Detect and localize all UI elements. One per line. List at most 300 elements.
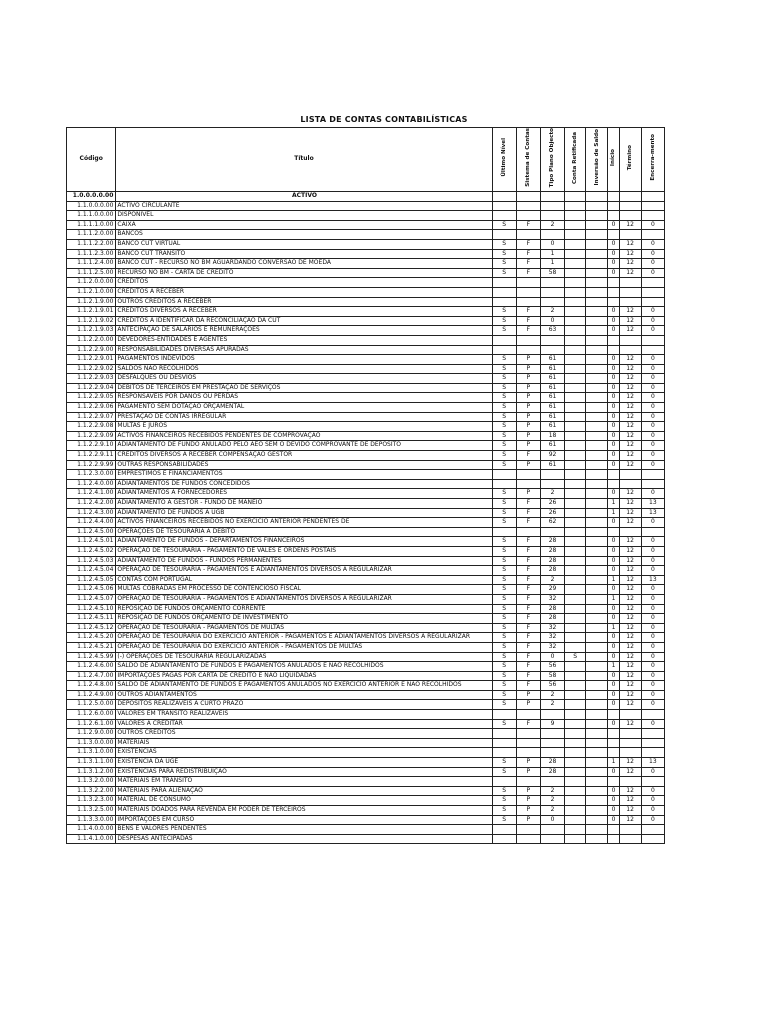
- row-tipo-plano: 28: [540, 767, 564, 777]
- row-inversao: [586, 278, 608, 288]
- row-code: 1.1.2.6.0.00: [67, 710, 116, 720]
- row-termino: 12: [619, 566, 641, 576]
- row-tipo-plano: 28: [540, 546, 564, 556]
- row-termino: [619, 297, 641, 307]
- row-inicio: 0: [608, 604, 619, 614]
- row-tipo-plano: [540, 729, 564, 739]
- row-inicio: [608, 230, 619, 240]
- row-tipo-plano: [540, 345, 564, 355]
- row-inversao: [586, 537, 608, 547]
- row-inicio: [608, 777, 619, 787]
- row-rectificada: [565, 671, 586, 681]
- row-sistema: [516, 230, 540, 240]
- row-termino: 12: [619, 422, 641, 432]
- row-code: 1.1.2.1.9.03: [67, 326, 116, 336]
- row-rectificada: [565, 719, 586, 729]
- table-row: [67, 201, 665, 211]
- header-inicio: Início: [608, 128, 619, 192]
- row-inicio: [608, 748, 619, 758]
- row-ultimo-nivel: S: [492, 259, 516, 269]
- row-inversao: [586, 383, 608, 393]
- row-title: MULTAS E JUROS: [116, 422, 492, 432]
- row-inversao: [586, 393, 608, 403]
- row-code: 1.1.2.1.9.00: [67, 297, 116, 307]
- table-row: [67, 451, 665, 461]
- row-termino: 12: [619, 249, 641, 259]
- row-tipo-plano: [540, 230, 564, 240]
- row-title: REPOSIÇÃO DE FUNDOS ORÇAMENTO CORRENTE: [116, 604, 492, 614]
- table-row: [67, 345, 665, 355]
- row-rectificada: [565, 259, 586, 269]
- row-encerramento: 0: [641, 518, 664, 528]
- row-ultimo-nivel: [492, 201, 516, 211]
- table-row: [67, 623, 665, 633]
- row-termino: 12: [619, 451, 641, 461]
- row-title: MULTAS COBRADAS EM PROCESSO DE CONTENCIOSO FISCAL: [116, 585, 492, 595]
- table-row: [67, 777, 665, 787]
- row-sistema: F: [516, 614, 540, 624]
- table-row: [67, 230, 665, 240]
- row-termino: 12: [619, 403, 641, 413]
- row-inicio: [608, 335, 619, 345]
- row-encerramento: 0: [641, 566, 664, 576]
- row-inicio: 0: [608, 489, 619, 499]
- row-tipo-plano: 28: [540, 566, 564, 576]
- table-row: [67, 316, 665, 326]
- row-inversao: [586, 518, 608, 528]
- row-tipo-plano: [540, 834, 564, 844]
- row-inicio: 1: [608, 662, 619, 672]
- row-termino: [619, 527, 641, 537]
- row-termino: [619, 345, 641, 355]
- row-tipo-plano: 61: [540, 403, 564, 413]
- row-ultimo-nivel: S: [492, 575, 516, 585]
- row-rectificada: [565, 758, 586, 768]
- row-tipo-plano: [540, 297, 564, 307]
- row-sistema: F: [516, 268, 540, 278]
- row-tipo-plano: 2: [540, 806, 564, 816]
- row-title: ADIANTAMENTO DE FUNDOS A UGB: [116, 508, 492, 518]
- row-title: ADIANTAMENTOS A FORNECEDORES: [116, 489, 492, 499]
- row-encerramento: 0: [641, 594, 664, 604]
- table-row: [67, 508, 665, 518]
- row-inversao: [586, 777, 608, 787]
- row-sistema: F: [516, 633, 540, 643]
- row-tipo-plano: 32: [540, 623, 564, 633]
- row-sistema: P: [516, 767, 540, 777]
- row-ultimo-nivel: S: [492, 499, 516, 509]
- row-code: 1.1.2.4.5.21: [67, 642, 116, 652]
- row-termino: 12: [619, 431, 641, 441]
- row-termino: 12: [619, 556, 641, 566]
- row-encerramento: 13: [641, 575, 664, 585]
- row-rectificada: [565, 585, 586, 595]
- header-sistema-contas: Sistema de Contas: [516, 128, 540, 192]
- row-inicio: 0: [608, 671, 619, 681]
- row-encerramento: 0: [641, 556, 664, 566]
- row-title: VALORES A CREDITAR: [116, 719, 492, 729]
- row-rectificada: [565, 268, 586, 278]
- row-inicio: 0: [608, 441, 619, 451]
- row-code: 1.1.1.2.3.00: [67, 249, 116, 259]
- row-rectificada: [565, 566, 586, 576]
- row-inicio: 1: [608, 499, 619, 509]
- row-inicio: 0: [608, 690, 619, 700]
- row-code: 1.1.1.2.4.00: [67, 259, 116, 269]
- row-inversao: [586, 806, 608, 816]
- row-sistema: F: [516, 259, 540, 269]
- row-tipo-plano: 61: [540, 355, 564, 365]
- header-conta-rectificada: Conta Retificada: [565, 128, 586, 192]
- row-encerramento: 0: [641, 662, 664, 672]
- row-rectificada: [565, 355, 586, 365]
- row-inicio: 0: [608, 633, 619, 643]
- row-rectificada: [565, 710, 586, 720]
- table-row: [67, 652, 665, 662]
- row-code: 1.1.2.4.7.00: [67, 671, 116, 681]
- row-rectificada: [565, 412, 586, 422]
- row-code: 1.1.2.4.3.00: [67, 508, 116, 518]
- row-code: 1.1.2.9.0.00: [67, 729, 116, 739]
- row-tipo-plano: 18: [540, 431, 564, 441]
- row-termino: 12: [619, 796, 641, 806]
- row-code: 1.1.2.1.0.00: [67, 287, 116, 297]
- row-code: 1.1.0.0.0.00: [67, 201, 116, 211]
- row-termino: 12: [619, 671, 641, 681]
- row-rectificada: [565, 422, 586, 432]
- row-title: CRÉDITOS DIVERSOS A RECEBER COMPENSAÇÃO GESTOR: [116, 451, 492, 461]
- row-inversao: [586, 326, 608, 336]
- row-inversao: [586, 719, 608, 729]
- row-title: CONTAS COM PORTUGAL: [116, 575, 492, 585]
- table-row: [67, 259, 665, 269]
- row-sistema: [516, 738, 540, 748]
- row-inversao: [586, 220, 608, 230]
- row-ultimo-nivel: [492, 470, 516, 480]
- row-termino: 12: [619, 604, 641, 614]
- row-inversao: [586, 690, 608, 700]
- table-row: [67, 825, 665, 835]
- row-ultimo-nivel: [492, 748, 516, 758]
- row-termino: 12: [619, 614, 641, 624]
- row-code: 1.1.2.4.5.20: [67, 633, 116, 643]
- row-rectificada: [565, 393, 586, 403]
- row-inicio: [608, 192, 619, 202]
- row-inversao: [586, 335, 608, 345]
- row-sistema: [516, 470, 540, 480]
- row-tipo-plano: 28: [540, 604, 564, 614]
- row-inversao: [586, 287, 608, 297]
- row-tipo-plano: 26: [540, 508, 564, 518]
- row-sistema: P: [516, 364, 540, 374]
- row-ultimo-nivel: S: [492, 220, 516, 230]
- row-encerramento: 0: [641, 604, 664, 614]
- row-title: ADIANTAMENTOS DE FUNDOS CONCEDIDOS: [116, 479, 492, 489]
- row-sistema: F: [516, 585, 540, 595]
- row-title: RESPONSÁVEIS POR DANOS OU PERDAS: [116, 393, 492, 403]
- table-row: [67, 422, 665, 432]
- table-row: [67, 729, 665, 739]
- row-inversao: [586, 192, 608, 202]
- row-encerramento: 0: [641, 403, 664, 413]
- row-inicio: [608, 287, 619, 297]
- row-ultimo-nivel: S: [492, 451, 516, 461]
- row-ultimo-nivel: S: [492, 796, 516, 806]
- row-termino: 12: [619, 383, 641, 393]
- table-row: [67, 211, 665, 221]
- table-row: [67, 239, 665, 249]
- table-row: [67, 719, 665, 729]
- row-rectificada: S: [565, 652, 586, 662]
- row-code: 1.1.1.1.0.00: [67, 220, 116, 230]
- table-row: [67, 786, 665, 796]
- row-title: DEPÓSITOS REALIZÁVEIS A CURTO PRAZO: [116, 700, 492, 710]
- row-sistema: P: [516, 758, 540, 768]
- row-encerramento: 0: [641, 681, 664, 691]
- row-sistema: [516, 729, 540, 739]
- row-sistema: P: [516, 374, 540, 384]
- row-ultimo-nivel: S: [492, 566, 516, 576]
- row-encerramento: [641, 278, 664, 288]
- row-inversao: [586, 546, 608, 556]
- row-code: 1.1.2.2.9.06: [67, 403, 116, 413]
- table-row: [67, 268, 665, 278]
- row-tipo-plano: 61: [540, 374, 564, 384]
- row-rectificada: [565, 383, 586, 393]
- table-row: [67, 403, 665, 413]
- row-code: 1.1.2.4.0.00: [67, 479, 116, 489]
- row-encerramento: [641, 211, 664, 221]
- row-tipo-plano: 2: [540, 575, 564, 585]
- row-encerramento: 0: [641, 412, 664, 422]
- row-termino: [619, 230, 641, 240]
- row-encerramento: 0: [641, 422, 664, 432]
- row-encerramento: 13: [641, 499, 664, 509]
- row-encerramento: 0: [641, 585, 664, 595]
- row-encerramento: [641, 777, 664, 787]
- row-sistema: [516, 201, 540, 211]
- row-rectificada: [565, 460, 586, 470]
- row-code: 1.1.2.4.5.02: [67, 546, 116, 556]
- row-termino: 12: [619, 681, 641, 691]
- table-row: [67, 393, 665, 403]
- row-inicio: 0: [608, 815, 619, 825]
- row-tipo-plano: [540, 211, 564, 221]
- row-sistema: F: [516, 518, 540, 528]
- row-tipo-plano: [540, 479, 564, 489]
- row-rectificada: [565, 738, 586, 748]
- row-code: 1.1.2.4.1.00: [67, 489, 116, 499]
- row-termino: [619, 738, 641, 748]
- table-row: [67, 326, 665, 336]
- row-inversao: [586, 604, 608, 614]
- header-encerramento: Encerra-mento: [641, 128, 664, 192]
- table-row: [67, 738, 665, 748]
- table-row: [67, 566, 665, 576]
- row-termino: 12: [619, 268, 641, 278]
- row-ultimo-nivel: S: [492, 316, 516, 326]
- row-sistema: P: [516, 489, 540, 499]
- row-inversao: [586, 499, 608, 509]
- row-code: 1.1.2.2.9.00: [67, 345, 116, 355]
- row-termino: [619, 834, 641, 844]
- row-inicio: 1: [608, 508, 619, 518]
- row-sistema: F: [516, 575, 540, 585]
- document-title: LISTA DE CONTAS CONTABILÍSTICAS: [300, 115, 468, 124]
- row-encerramento: 0: [641, 259, 664, 269]
- row-ultimo-nivel: S: [492, 249, 516, 259]
- row-title: CRÉDITOS A RECEBER: [116, 287, 492, 297]
- table-row: [67, 374, 665, 384]
- row-tipo-plano: [540, 527, 564, 537]
- row-code: 1.1.2.4.5.05: [67, 575, 116, 585]
- table-row: [67, 575, 665, 585]
- row-code: 1.0.0.0.0.00: [67, 192, 116, 202]
- row-inversao: [586, 623, 608, 633]
- row-inversao: [586, 652, 608, 662]
- row-sistema: [516, 710, 540, 720]
- row-inicio: [608, 211, 619, 221]
- row-inicio: 0: [608, 451, 619, 461]
- row-termino: 12: [619, 767, 641, 777]
- row-ultimo-nivel: S: [492, 758, 516, 768]
- row-rectificada: [565, 777, 586, 787]
- row-ultimo-nivel: S: [492, 268, 516, 278]
- row-rectificada: [565, 441, 586, 451]
- row-sistema: [516, 748, 540, 758]
- row-tipo-plano: 9: [540, 719, 564, 729]
- row-sistema: F: [516, 249, 540, 259]
- row-ultimo-nivel: S: [492, 383, 516, 393]
- row-inicio: 0: [608, 786, 619, 796]
- row-rectificada: [565, 220, 586, 230]
- row-ultimo-nivel: S: [492, 412, 516, 422]
- row-encerramento: 0: [641, 652, 664, 662]
- row-ultimo-nivel: [492, 345, 516, 355]
- row-inversao: [586, 786, 608, 796]
- row-rectificada: [565, 796, 586, 806]
- row-ultimo-nivel: S: [492, 460, 516, 470]
- row-termino: 12: [619, 585, 641, 595]
- row-ultimo-nivel: S: [492, 489, 516, 499]
- table-row: [67, 192, 665, 202]
- row-sistema: [516, 335, 540, 345]
- row-title: PRESTAÇÃO DE CONTAS IRREGULAR: [116, 412, 492, 422]
- row-inversao: [586, 479, 608, 489]
- row-inicio: [608, 201, 619, 211]
- table-row: [67, 748, 665, 758]
- row-sistema: F: [516, 623, 540, 633]
- table-row: [67, 355, 665, 365]
- row-rectificada: [565, 192, 586, 202]
- row-code: 1.1.2.0.0.00: [67, 278, 116, 288]
- row-inicio: 0: [608, 719, 619, 729]
- row-inversao: [586, 431, 608, 441]
- row-code: 1.1.4.0.0.00: [67, 825, 116, 835]
- row-code: 1.1.3.3.0.00: [67, 815, 116, 825]
- row-inversao: [586, 825, 608, 835]
- row-code: 1.1.2.2.9.09: [67, 431, 116, 441]
- row-sistema: P: [516, 806, 540, 816]
- row-inversao: [586, 508, 608, 518]
- row-rectificada: [565, 335, 586, 345]
- table-row: [67, 700, 665, 710]
- row-sistema: F: [516, 681, 540, 691]
- row-tipo-plano: 2: [540, 700, 564, 710]
- row-inicio: 0: [608, 422, 619, 432]
- row-encerramento: [641, 287, 664, 297]
- row-title: ADIANTAMENTO DE FUNDOS - DEPARTAMENTOS FINANCEIROS: [116, 537, 492, 547]
- row-title: (-) OPERAÇÕES DE TESOURARIA REGULARIZADAS: [116, 652, 492, 662]
- row-rectificada: [565, 287, 586, 297]
- row-termino: 12: [619, 690, 641, 700]
- row-title: CRÉDITOS: [116, 278, 492, 288]
- row-sistema: P: [516, 690, 540, 700]
- row-inversao: [586, 681, 608, 691]
- row-title: OPERAÇÃO DE TESOURARIA DO EXERCÍCIO ANTERIOR - PAGAMENTOS DE MULTAS: [116, 642, 492, 652]
- row-inversao: [586, 671, 608, 681]
- row-title: ADIANTAMENTO DE FUNDO ANULADO PELO AEO SEM O DEVIDO COMPROVANTE DE DEPÓSITO: [116, 441, 492, 451]
- row-ultimo-nivel: S: [492, 662, 516, 672]
- row-inicio: 0: [608, 431, 619, 441]
- row-rectificada: [565, 307, 586, 317]
- row-title: CAIXA: [116, 220, 492, 230]
- row-rectificada: [565, 211, 586, 221]
- row-code: 1.1.1.2.0.00: [67, 230, 116, 240]
- row-ultimo-nivel: S: [492, 326, 516, 336]
- row-inicio: 0: [608, 316, 619, 326]
- row-sistema: P: [516, 700, 540, 710]
- row-sistema: F: [516, 719, 540, 729]
- row-title: OPERAÇÃO DE TESOURARIA - PAGAMENTOS E ADIANTAMENTOS DIVERSOS A REGULARIZAR: [116, 566, 492, 576]
- row-inicio: 1: [608, 575, 619, 585]
- table-row: [67, 796, 665, 806]
- row-tipo-plano: 62: [540, 518, 564, 528]
- row-rectificada: [565, 489, 586, 499]
- row-ultimo-nivel: S: [492, 585, 516, 595]
- row-sistema: [516, 825, 540, 835]
- row-inversao: [586, 489, 608, 499]
- row-title: RESPONSABILIDADES DIVERSAS APURADAS: [116, 345, 492, 355]
- row-inversao: [586, 594, 608, 604]
- row-ultimo-nivel: S: [492, 623, 516, 633]
- row-inicio: 0: [608, 614, 619, 624]
- row-rectificada: [565, 623, 586, 633]
- row-code: 1.1.2.4.2.00: [67, 499, 116, 509]
- row-tipo-plano: 61: [540, 412, 564, 422]
- row-termino: 12: [619, 719, 641, 729]
- row-sistema: P: [516, 403, 540, 413]
- row-ultimo-nivel: S: [492, 652, 516, 662]
- row-inicio: 1: [608, 594, 619, 604]
- row-ultimo-nivel: [492, 211, 516, 221]
- row-rectificada: [565, 230, 586, 240]
- row-code: 1.1.2.4.5.00: [67, 527, 116, 537]
- row-code: 1.1.3.0.0.00: [67, 738, 116, 748]
- row-encerramento: [641, 230, 664, 240]
- row-inicio: [608, 729, 619, 739]
- row-termino: 12: [619, 623, 641, 633]
- row-encerramento: 0: [641, 546, 664, 556]
- row-title: PAGAMENTO SEM DOTAÇÃO ORÇAMENTAL: [116, 403, 492, 413]
- table-row: [67, 297, 665, 307]
- row-sistema: [516, 345, 540, 355]
- row-inicio: 0: [608, 412, 619, 422]
- row-termino: 12: [619, 412, 641, 422]
- row-code: 1.1.2.1.9.01: [67, 307, 116, 317]
- row-encerramento: 0: [641, 806, 664, 816]
- row-title: OPERAÇÃO DE TESOURARIA - PAGAMENTOS E ADIANTAMENTOS DIVERSOS A REGULARIZAR: [116, 594, 492, 604]
